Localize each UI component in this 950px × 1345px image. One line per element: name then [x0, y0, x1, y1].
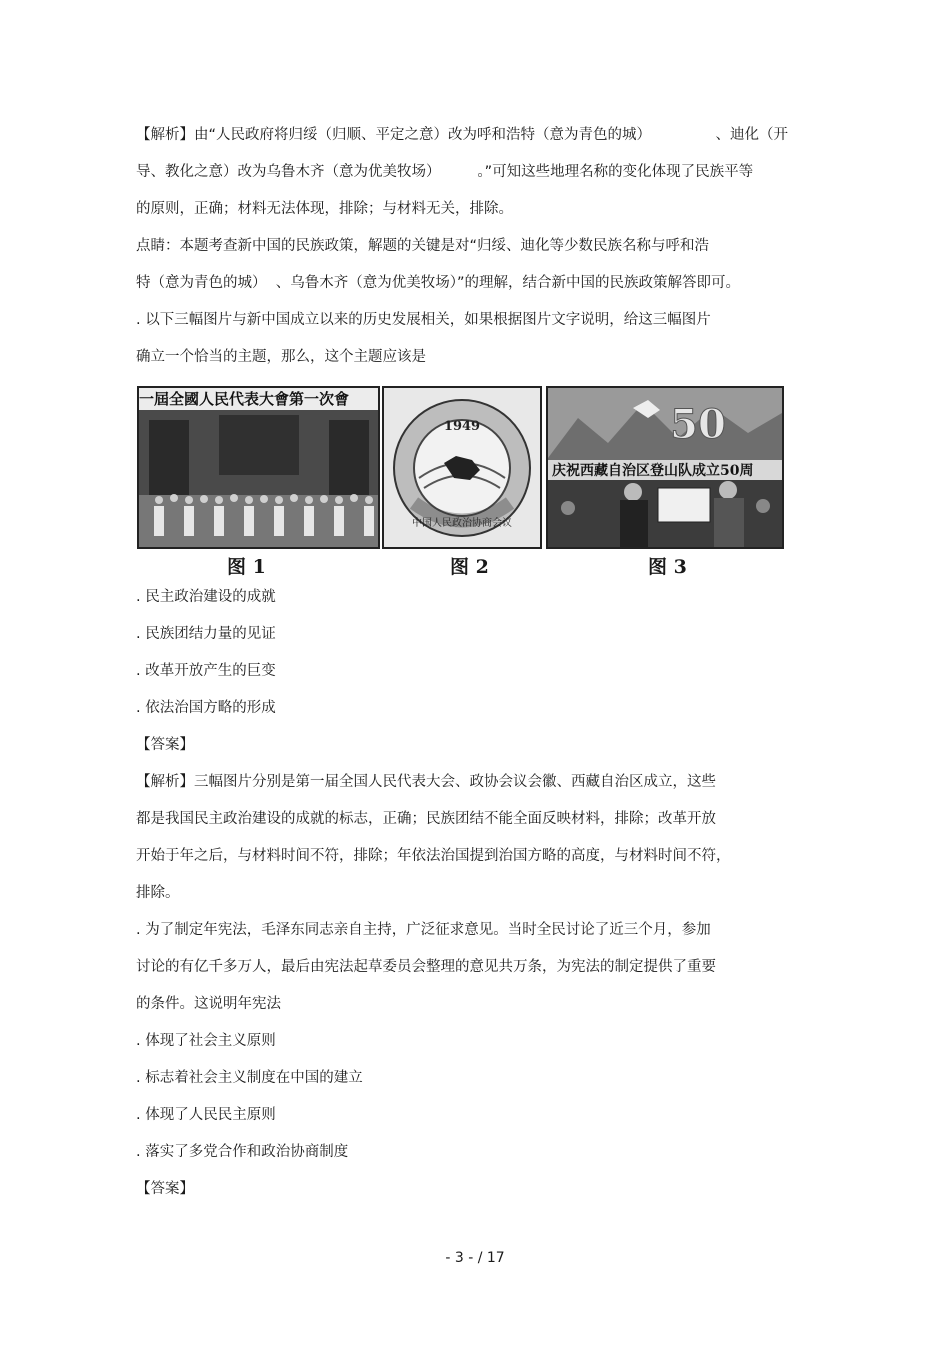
- analysis-text: 排除。: [136, 885, 180, 901]
- option-b: . 民族团结力量的见证: [136, 626, 276, 642]
- analysis-text: 都是我国民主政治建设的成就的标志，正确；民族团结不能全面反映材料，排除；改革开放: [136, 811, 716, 827]
- option-d: . 落实了多党合作和政治协商制度: [136, 1144, 349, 1160]
- figure-2-caption: 图 2: [450, 556, 489, 578]
- option-a: . 体现了社会主义原则: [136, 1033, 276, 1049]
- emblem-year: 1949: [443, 419, 481, 434]
- page-number: - 3 - / 17: [445, 1250, 505, 1266]
- option-c: . 改革开放产生的巨变: [136, 663, 276, 679]
- analysis-text: 【解析】三幅图片分别是第一届全国人民代表大会、政协会议会徽、西藏自治区成立，这些: [136, 774, 716, 790]
- text-line: 导、教化之意）改为乌鲁木齐（意为优美牧场） 。”可知这些地理名称的变化体现了民族平等: [136, 164, 754, 180]
- question-stem: 确立一个恰当的主题，那么，这个主题应该是: [136, 349, 426, 365]
- ceremony-photo-icon: [548, 388, 782, 547]
- option-a: . 民主政治建设的成就: [136, 589, 276, 605]
- text-line: 【解析】由“人民政府将归绥（归顺、平定之意）改为呼和浩特（意为青色的城） 、迪化（开: [136, 127, 789, 143]
- cppcc-emblem-icon: [384, 388, 540, 547]
- question-stem: . 以下三幅图片与新中国成立以来的历史发展相关，如果根据图片文字说明，给这三幅图片: [136, 312, 711, 328]
- answer-heading: 【答案】: [136, 1181, 194, 1197]
- answer-heading: 【答案】: [136, 737, 194, 753]
- emblem-ring-text: 中国人民政治协商会议: [412, 518, 512, 529]
- analysis-text: 开始于年之后，与材料时间不符，排除；年依法治国提到治国方略的高度，与材料时间不符，: [136, 848, 731, 864]
- figure-1-caption: 图 1: [227, 556, 266, 578]
- option-d: . 依法治国方略的形成: [136, 700, 276, 716]
- anniversary-numeral: 50: [670, 401, 726, 448]
- question-stem: . 为了制定年宪法，毛泽东同志亲自主持，广泛征求意见。当时全民讨论了近三个月，参加: [136, 922, 711, 938]
- figure-1-banner: 一屆全國人民代表大會第一次會: [139, 388, 378, 410]
- figure-3-caption: 图 3: [648, 556, 687, 578]
- question-stem: 的条件。这说明年宪法: [136, 996, 281, 1012]
- crowd-photo-icon: [139, 410, 380, 549]
- figure-3-banner: 庆祝西藏自治区登山队成立50周: [552, 463, 754, 479]
- option-b: . 标志着社会主义制度在中国的建立: [136, 1070, 363, 1086]
- question-stem: 讨论的有亿千多万人，最后由宪法起草委员会整理的意见共万条，为宪法的制定提供了重要: [136, 959, 716, 975]
- text-line: 特（意为青色的城） 、乌鲁木齐（意为优美牧场）”的理解，结合新中国的民族政策解答即可。: [136, 275, 740, 291]
- figure-2-emblem: [382, 386, 542, 549]
- figure-1-photo: [137, 386, 380, 549]
- text-line: 点睛：本题考查新中国的民族政策，解题的关键是对“归绥、迪化等少数民族名称与呼和浩: [136, 238, 710, 254]
- text-line: 的原则，正确；材料无法体现，排除；与材料无关，排除。: [136, 201, 513, 217]
- figure-strip: [134, 380, 786, 580]
- option-c: . 体现了人民民主原则: [136, 1107, 276, 1123]
- figure-3-photo: [546, 386, 784, 549]
